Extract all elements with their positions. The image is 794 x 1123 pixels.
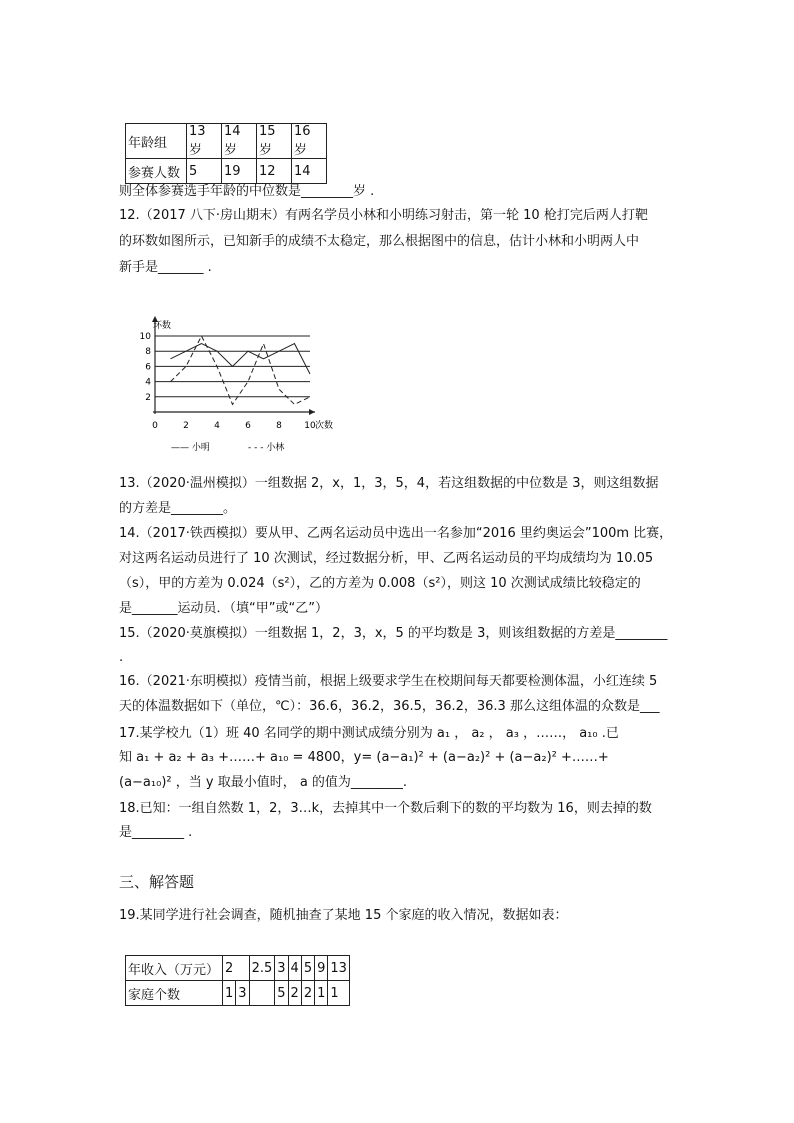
income-table	[125, 955, 350, 1006]
q15-line-2: .	[119, 650, 124, 665]
q18-line-2: 是________ .	[119, 825, 193, 840]
table-cell: 2	[301, 981, 314, 1006]
table-cell: 年龄组	[126, 124, 187, 159]
section-heading: 三、解答题	[119, 873, 195, 891]
table-cell: 1	[328, 981, 350, 1006]
x-tick-label: 8	[276, 421, 282, 431]
table-cell: 2.5	[249, 956, 275, 981]
table-cell: 14	[292, 159, 327, 184]
table-row	[126, 159, 327, 184]
table-cell: 15 岁	[257, 124, 292, 159]
q14-line-4: 是_______运动员．（填“甲”或“乙”）	[119, 601, 328, 616]
table-cell: 1	[315, 981, 328, 1006]
y-tick-label: 10	[139, 332, 151, 342]
legend-dashed: - - - 小林	[248, 443, 285, 453]
q16-line-2: 天的体温数据如下（单位，℃）：36.6，36.2，36.5，36.2，36.3 那么这组体温的众数是___	[119, 699, 660, 714]
table-cell: 13 岁	[187, 124, 222, 159]
q14-line-1: 14.（2017·铁西模拟）要从甲、乙两名运动员中选出一名参加“2016 里约奥运会”100m 比赛，	[119, 526, 673, 541]
q17-line-2: 知 a₁ + a₂ + a₃ +……+ a₁₀ = 4800，y= (a−a₁)² + (a−a₂)² + (a−a₂)² +……+	[119, 750, 609, 765]
table-cell: 5	[275, 981, 288, 1006]
table-cell: 16 岁	[292, 124, 327, 159]
table-cell: 4	[288, 956, 301, 981]
x-tick-label: 2	[183, 421, 189, 431]
q17-line-1: 17.某学校九（1）班 40 名同学的期中测试成绩分别为 a₁ ， a₂ ， a₃ ，……， a₁₀ .已	[119, 726, 619, 741]
table-cell: 家庭个数	[126, 981, 223, 1006]
q12-line-3: 新手是_______ .	[119, 260, 212, 275]
q18-line-1: 18.已知：一组自然数 1，2，3…k，去掉其中一个数后剩下的数的平均数为 16，则去掉的数	[119, 801, 652, 816]
q19-text: 19.某同学进行社会调查，随机抽查了某地 15 个家庭的收入情况，数据如表：	[119, 908, 568, 923]
y-axis-label: 环数	[153, 321, 172, 331]
table-cell: 3	[236, 981, 249, 1006]
y-tick-label: 8	[145, 347, 151, 358]
table-cell: 14 岁	[222, 124, 257, 159]
series-line-xiaoming	[171, 344, 311, 374]
table-cell: 19	[222, 159, 257, 184]
x-tick-label: 0	[152, 421, 158, 431]
shooting-scores-chart	[125, 312, 355, 462]
q13-line-1: 13.（2020·温州模拟）一组数据 2，x，1，3，5，4，若这组数据的中位数是 3，则这组数据	[119, 476, 659, 491]
table-cell: 2	[223, 956, 250, 981]
q14-line-2: 对这两名运动员进行了 10 次测试，经过数据分析，甲、乙两名运动员的平均成绩均为 10.05	[119, 551, 654, 566]
table-cell: 9	[315, 956, 328, 981]
y-tick-label: 6	[145, 362, 151, 373]
table-cell	[249, 981, 275, 1006]
table-row	[126, 956, 350, 981]
table-cell: 2	[288, 981, 301, 1006]
table-cell: 年收入（万元）	[126, 956, 223, 981]
table-cell: 3	[275, 956, 288, 981]
table-cell: 参赛人数	[126, 159, 187, 184]
x-axis-arrow	[309, 409, 315, 415]
x-tick-label: 4	[214, 421, 220, 431]
table-cell: 5	[301, 956, 314, 981]
y-tick-label: 2	[145, 392, 151, 403]
table-cell: 1	[223, 981, 236, 1006]
q17-line-3: (a−a₁₀)² ，当 y 取最小值时， a 的值为________.	[119, 775, 408, 790]
q16-line-1: 16.（2021·东明模拟）疫情当前，根据上级要求学生在校期间每天都要检测体温，小红连续 5	[119, 674, 658, 689]
y-tick-label: 4	[145, 377, 151, 388]
x-tick-label: 10	[304, 421, 316, 431]
q15-line-1: 15.（2020·莫旗模拟）一组数据 1，2，3，x，5 的平均数是 3，则该组数据的方差是________	[119, 626, 668, 641]
q13-line-2: 的方差是________。	[119, 501, 237, 516]
q14-line-3: （s），甲的方差为 0.024（s²），乙的方差为 0.008（s²），则这 10 次测试成绩比较稳定的	[119, 576, 641, 591]
table-row	[126, 981, 350, 1006]
q12-line-1: 12.（2017 八下·房山期末）有两名学员小林和小明练习射击，第一轮 10 枪打完后两人打靶	[119, 208, 648, 223]
table-cell: 12	[257, 159, 292, 184]
table-row	[126, 124, 327, 159]
q12-line-2: 的环数如图所示，已知新手的成绩不太稳定，那么根据图中的信息，估计小林和小明两人中	[119, 234, 640, 249]
x-tick-label: 6	[245, 421, 251, 431]
x-axis-label: 次数	[315, 421, 334, 431]
age-table	[125, 123, 327, 184]
table-cell: 5	[187, 159, 222, 184]
table-cell: 13	[328, 956, 350, 981]
q11-tail-text: 则全体参赛选手年龄的中位数是________岁 .	[119, 184, 375, 199]
legend-solid: —— 小明	[171, 443, 210, 453]
